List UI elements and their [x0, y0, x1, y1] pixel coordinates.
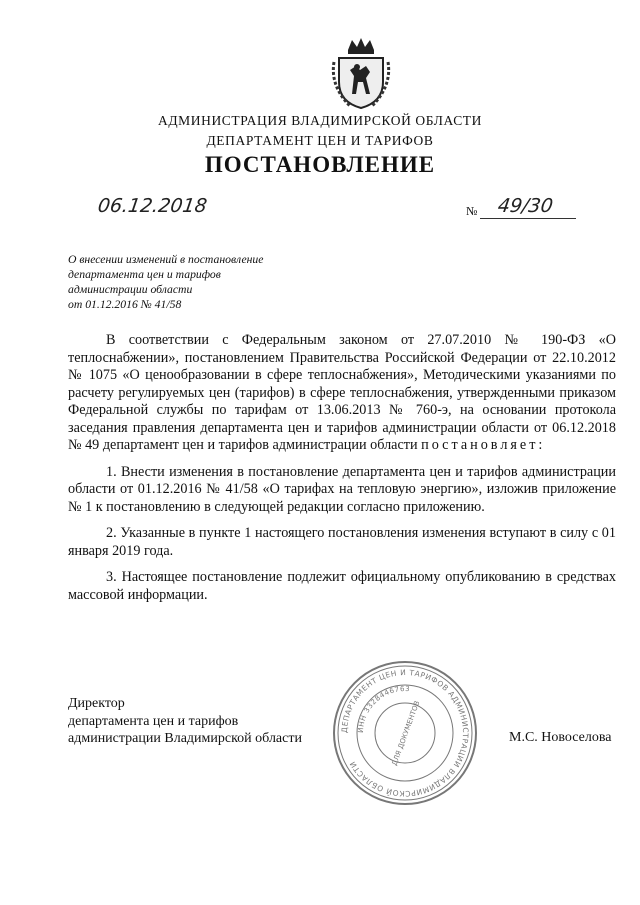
document-date: 06.12.2018: [96, 195, 209, 217]
subject-line: от 01.12.2016 № 41/58: [68, 298, 182, 311]
department-name: ДЕПАРТАМЕНТ ЦЕН И ТАРИФОВ: [206, 133, 434, 148]
subject-line: администрации области: [68, 283, 193, 296]
official-stamp: [330, 658, 480, 808]
preamble-text: В соответствии с Федеральным законом от 27.07.2010 № 190-ФЗ «О теплоснабжении», постановлением Правительства Российской Федерации от 22.10.2012 № 1075 «О ценообразовании в сфере теплоснабжения», Методическими указаниями по расчету регулируемых цен (тарифов) в сфере теплоснабжения, утвержденными приказом Федеральной службы по тарифам от 13.06.2013 № 760-э, на основании протокола заседания правления департамента цен и тарифов администрации области от 06.12.2018 № 49 департамент цен и тарифов администрации области: [68, 332, 616, 453]
item-3: 3. Настоящее постановление подлежит официальному опубликованию в средствах массовой информации.: [68, 569, 616, 603]
signatory-name: М.С. Новоселова: [509, 730, 612, 745]
signatory-line: департамента цен и тарифов: [68, 713, 239, 729]
coat-of-arms-icon: [330, 36, 392, 112]
organization-name: АДМИНИСТРАЦИЯ ВЛАДИМИРСКОЙ ОБЛАСТИ: [158, 113, 482, 128]
number-prefix: №: [466, 204, 478, 218]
stamp-inn: ИНН 3328446763: [356, 684, 411, 734]
subject-line: департамента цен и тарифов: [68, 268, 221, 281]
signatory-position: [68, 695, 302, 748]
document-subject: [68, 252, 308, 312]
stamp-center-text: ДЛЯ ДОКУМЕНТОВ: [390, 699, 422, 767]
subject-line: О внесении изменений в постановление: [68, 253, 264, 266]
document-body: [68, 332, 616, 613]
stamp-ring-text: ДЕПАРТАМЕНТ ЦЕН И ТАРИФОВ АДМИНИСТРАЦИИ ВЛАДИМИРСКОЙ ОБЛАСТИ: [339, 667, 471, 799]
preamble-paragraph: [68, 332, 616, 455]
item-2: 2. Указанные в пункте 1 настоящего постановления изменения вступают в силу с 01 января 2019 года.: [68, 525, 616, 559]
document-number: 49/30: [496, 195, 555, 217]
document-title: ПОСТАНОВЛЕНИЕ: [204, 152, 436, 177]
number-underline: [480, 218, 576, 219]
item-1: 1. Внести изменения в постановление департамента цен и тарифов администрации области от 01.12.2016 № 41/58 «О тарифах на тепловую энергию», изложив приложение № 1 к постановлению в следующей редакции согласно приложению.: [68, 463, 616, 515]
decree-word: постановляет:: [421, 437, 546, 453]
signatory-line: администрации Владимирской области: [68, 731, 302, 746]
signatory-line: Директор: [68, 696, 125, 711]
